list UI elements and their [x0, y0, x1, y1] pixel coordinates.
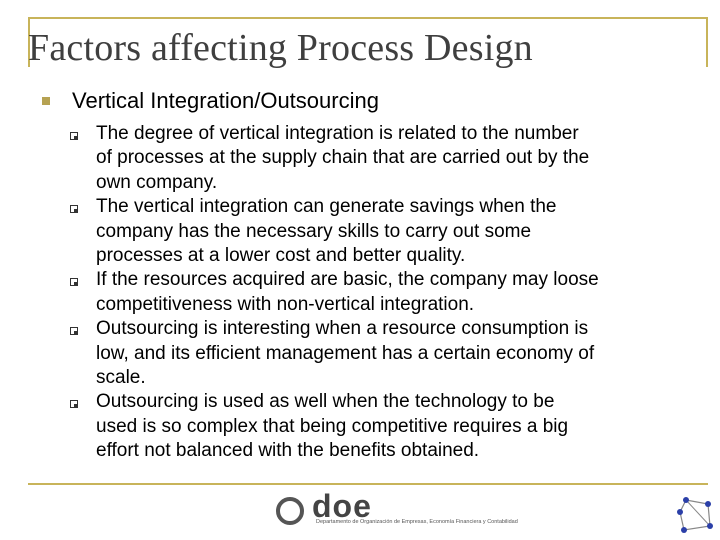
- title-top-rule: [28, 17, 708, 19]
- list-item-line: company has the necessary skills to carry out some: [96, 220, 532, 242]
- sub-bullet-list: [70, 122, 690, 464]
- footer-rule: [28, 483, 708, 485]
- checkbox-bullet-icon: [70, 327, 78, 335]
- network-graph-icon: [676, 496, 714, 534]
- list-item: [70, 122, 690, 195]
- department-logo: [276, 488, 526, 530]
- checkbox-bullet-icon: [70, 400, 78, 408]
- list-item-line: used is so complex that being competitive requires a big: [96, 415, 569, 437]
- list-item-line: own company.: [96, 171, 218, 193]
- list-item-line: scale.: [96, 367, 146, 389]
- logo-subtitle: Departamento de Organización de Empresas, Economía Financiera y Contabilidad: [316, 519, 518, 525]
- logo-wordmark: doe: [312, 488, 372, 524]
- checkbox-bullet-icon: [70, 132, 78, 140]
- list-item: [70, 317, 690, 390]
- list-item-line: of processes at the supply chain that are carried out by the: [96, 147, 590, 169]
- list-item: [70, 390, 690, 463]
- slide-title: Factors affecting Process Design: [28, 27, 533, 69]
- list-item: [70, 195, 690, 268]
- title-right-rule: [706, 17, 708, 67]
- list-item-line: competitiveness with non-vertical integration.: [96, 293, 475, 315]
- checkbox-bullet-icon: [70, 278, 78, 286]
- list-item: [70, 268, 690, 317]
- checkbox-bullet-icon: [70, 205, 78, 213]
- logo-emblem-icon: [276, 497, 304, 525]
- list-item-line: If the resources acquired are basic, the company may loose: [96, 269, 599, 291]
- main-bullet-text: Vertical Integration/Outsourcing: [72, 88, 379, 113]
- square-bullet-icon: [42, 97, 50, 105]
- list-item-line: The degree of vertical integration is related to the number: [96, 123, 579, 144]
- list-item-line: low, and its efficient management has a certain economy of: [96, 342, 595, 364]
- list-item-line: Outsourcing is used as well when the technology to be: [96, 391, 555, 413]
- list-item-line: processes at a lower cost and better quality.: [96, 245, 466, 267]
- list-item-line: Outsourcing is interesting when a resource consumption is: [96, 318, 589, 340]
- list-item-line: The vertical integration can generate savings when the: [96, 196, 557, 218]
- list-item-line: effort not balanced with the benefits obtained.: [96, 440, 480, 462]
